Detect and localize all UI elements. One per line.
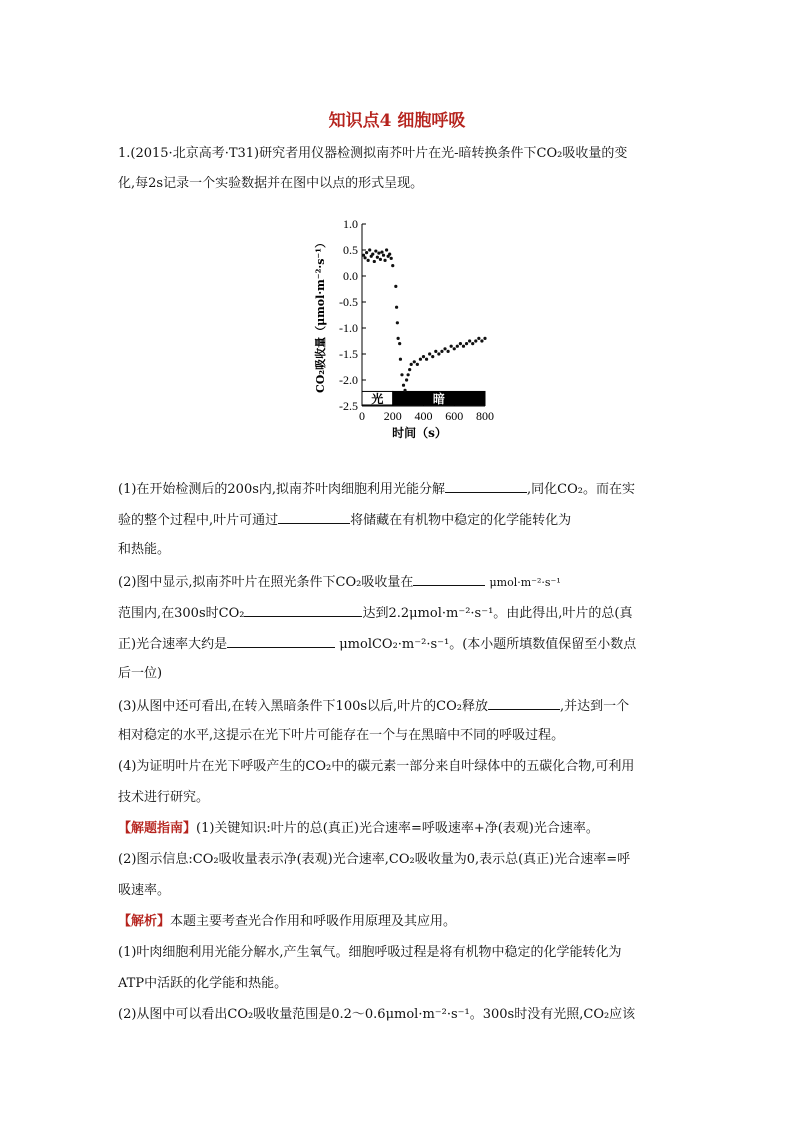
data-point [391, 264, 394, 267]
part2-text-e: μmolCO₂·m⁻²·s⁻¹。(本小题所填数值保留至小数点 [339, 637, 637, 652]
part2-line-4: 后一位) [118, 666, 163, 681]
data-point [365, 251, 368, 254]
data-point [443, 347, 446, 350]
analysis-text-a: 本题主要考查光合作用和呼吸作用原理及其应用。 [170, 914, 457, 929]
guide-line-1 [118, 821, 678, 837]
y-tick-label: -1.5 [339, 347, 358, 361]
part3-line-1 [118, 697, 678, 715]
y-tick-label: -2.5 [339, 399, 358, 413]
part1-line-1 [118, 480, 678, 498]
data-point [462, 345, 465, 348]
y-tick-label: -0.5 [339, 295, 358, 309]
part4-line-1: (4)为证明叶片在光下呼吸产生的CO₂中的碳元素一部分来自叶绿体中的五碳化合物,可利用 [118, 759, 635, 774]
part2-line-3 [118, 635, 678, 653]
part3-text-a: (3)从图中还可看出,在转入黑暗条件下100s以后,叶片的CO₂释放 [118, 699, 488, 714]
part4-line-2: 技术进行研究。 [118, 790, 210, 805]
answer-blank[interactable] [278, 511, 350, 524]
data-point [440, 350, 443, 353]
data-point [407, 373, 410, 376]
part2-unit: μmol·m⁻²·s⁻¹ [489, 576, 561, 589]
data-point [480, 339, 483, 342]
data-point [468, 339, 471, 342]
data-point [379, 258, 382, 261]
part1-line-2 [118, 511, 678, 529]
analysis-line-4: (2)从图中可以看出CO₂吸收量范围是0.2～0.6μmol·m⁻²·s⁻¹。300s时没有光照,CO₂应该 [118, 1007, 636, 1022]
guide-line-3: 吸速率。 [118, 883, 171, 898]
data-point [419, 358, 422, 361]
data-point [410, 363, 413, 366]
data-point [405, 378, 408, 381]
data-point [471, 342, 474, 345]
answer-blank[interactable] [445, 480, 527, 493]
guide-tag: 【解题指南】 [118, 821, 197, 836]
question-line-2: 化,每2s记录一个实验数据并在图中以点的形式呈现。 [118, 176, 424, 191]
data-point [385, 248, 388, 251]
data-point [368, 248, 371, 251]
analysis-tag: 【解析】 [118, 914, 171, 929]
part1-line-3: 和热能。 [118, 542, 171, 557]
data-point [425, 358, 428, 361]
data-point [371, 253, 374, 256]
part2-text-d: 正)光合速率大约是 [118, 637, 228, 652]
x-tick-label: 0 [359, 409, 365, 423]
data-point [373, 260, 376, 263]
data-point [453, 347, 456, 350]
data-point [477, 337, 480, 340]
data-point [398, 342, 401, 345]
data-point [413, 360, 416, 363]
answer-blank[interactable] [244, 604, 362, 617]
data-point [390, 257, 393, 260]
part1-text-d: 将储藏在有机物中稳定的化学能转化为 [350, 513, 572, 528]
y-tick-label: -2.0 [339, 373, 358, 387]
answer-blank[interactable] [227, 635, 335, 648]
y-axis-label: CO₂吸收量（μmol·m⁻²·s⁻¹） [314, 236, 327, 394]
data-point [447, 350, 450, 353]
part1-text-a: (1)在开始检测后的200s内,拟南芥叶肉细胞利用光能分解 [118, 482, 446, 497]
data-point [382, 254, 385, 257]
page-title: 知识点4 细胞呼吸 [328, 111, 466, 131]
data-point [395, 306, 398, 309]
guide-text-a: (1)关键知识:叶片的总(真正)光合速率=呼吸速率+净(表观)光合速率。 [196, 821, 599, 836]
y-tick-label: 0.5 [343, 243, 358, 257]
data-point [422, 355, 425, 358]
data-point [474, 339, 477, 342]
analysis-line-1 [118, 914, 678, 930]
x-tick-label: 600 [445, 409, 464, 423]
analysis-line-3: ATP中活跃的化学能和热能。 [118, 976, 288, 991]
part2-text-c: 达到2.2μmol·m⁻²·s⁻¹。由此得出,叶片的总(真 [362, 606, 633, 621]
answer-blank[interactable] [413, 573, 485, 586]
guide-line-2: (2)图示信息:CO₂吸收量表示净(表观)光合速率,CO₂吸收量为0,表示总(真正)光合速率=呼 [118, 852, 631, 867]
question-line-1: 1.(2015·北京高考·T31)研究者用仪器检测拟南芥叶片在光-暗转换条件下CO₂吸收量的变 [118, 146, 628, 161]
data-point [402, 384, 405, 387]
data-point [459, 342, 462, 345]
data-point [437, 352, 440, 355]
analysis-line-2: (1)叶肉细胞利用光能分解水,产生氧气。细胞呼吸过程是将有机物中稳定的化学能转化为 [118, 945, 622, 960]
part1-text-c: 验的整个过程中,叶片可通过 [118, 513, 279, 528]
data-point [377, 252, 380, 255]
data-point [416, 363, 419, 366]
part2-line-2 [118, 604, 678, 622]
data-point [396, 321, 399, 324]
data-point [450, 345, 453, 348]
data-point [397, 337, 400, 340]
data-point [400, 373, 403, 376]
data-point [434, 350, 437, 353]
data-point [388, 253, 391, 256]
y-tick-label: 1.0 [343, 217, 358, 231]
data-point [380, 250, 383, 253]
part2-text-a: (2)图中显示,拟南芥叶片在照光条件下CO₂吸收量在 [118, 575, 414, 590]
part3-line-2: 相对稳定的水平,这提示在光下叶片可能存在一个与在黑暗中不同的呼吸过程。 [118, 728, 565, 743]
data-point [376, 256, 379, 259]
data-point [483, 337, 486, 340]
co2-chart [310, 210, 500, 455]
data-point [374, 249, 377, 252]
light-label: 光 [371, 391, 384, 406]
data-point [383, 259, 386, 262]
data-point [367, 259, 370, 262]
answer-blank[interactable] [488, 697, 560, 710]
data-point [431, 355, 434, 358]
x-tick-label: 400 [414, 409, 433, 423]
part2-line-1 [118, 573, 678, 591]
data-point [428, 352, 431, 355]
data-point [399, 358, 402, 361]
dark-label: 暗 [432, 391, 445, 406]
data-point [403, 389, 406, 392]
data-point [363, 256, 366, 259]
y-tick-label: 0.0 [343, 269, 358, 283]
x-axis-label: 时间（s） [392, 426, 447, 440]
data-point [408, 368, 411, 371]
x-tick-label: 800 [476, 409, 494, 423]
data-point [456, 345, 459, 348]
data-point [465, 342, 468, 345]
x-tick-label: 200 [383, 409, 402, 423]
data-point [394, 285, 397, 288]
part1-text-b: ,同化CO₂。而在实 [527, 482, 635, 497]
y-tick-label: -1.0 [339, 321, 358, 335]
part2-text-b: 范围内,在300s时CO₂ [118, 606, 245, 621]
part3-text-b: ,并达到一个 [559, 699, 630, 714]
